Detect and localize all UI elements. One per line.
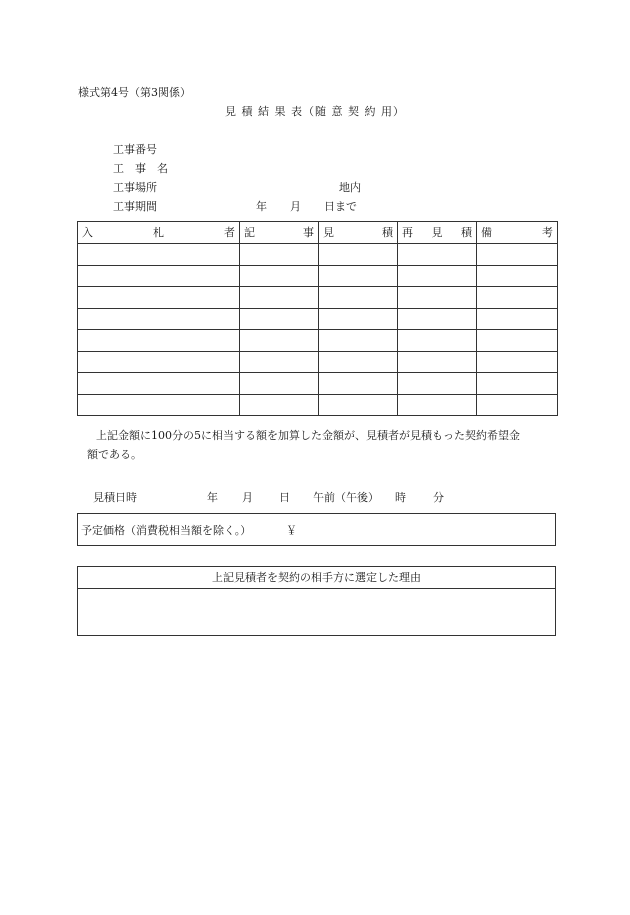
table-cell[interactable]: [477, 265, 558, 287]
table-cell[interactable]: [398, 244, 477, 266]
table-cell[interactable]: [319, 373, 398, 395]
note-line-2: 額である。: [87, 448, 142, 461]
table-cell[interactable]: [319, 308, 398, 330]
table-cell[interactable]: [240, 308, 319, 330]
header-bidder-char: 札: [153, 226, 164, 239]
label-construction-no: 工事番号: [113, 143, 157, 156]
table-row: [78, 287, 558, 309]
datetime-year: 年: [207, 491, 218, 504]
table-cell[interactable]: [398, 330, 477, 352]
table-cell[interactable]: [78, 330, 240, 352]
selection-reason-box: [77, 566, 556, 636]
header-remarks-char: 考: [542, 226, 553, 239]
datetime-minute: 分: [433, 491, 444, 504]
table-cell[interactable]: [78, 308, 240, 330]
estimate-datetime-label: 見積日時: [93, 491, 137, 504]
site-suffix: 地内: [339, 181, 361, 194]
header-notes-char: 記: [244, 226, 255, 239]
table-row: [78, 373, 558, 395]
table-row: [78, 308, 558, 330]
table-cell[interactable]: [398, 308, 477, 330]
header-bidder-char: 者: [224, 226, 235, 239]
period-until: 日まで: [324, 200, 357, 213]
bid-table: [77, 221, 558, 416]
table-cell[interactable]: [477, 287, 558, 309]
header-notes: [240, 222, 319, 244]
planned-price-label: 予定価格（消費税相当額を除く。）: [81, 524, 252, 537]
header-estimate-char: 見: [323, 226, 334, 239]
label-construction-site: 工事場所: [113, 181, 157, 194]
table-header-row: [78, 222, 558, 244]
note-line-1: 上記金額に100分の5に相当する額を加算した金額が、見積者が見積もった契約希望金: [96, 429, 520, 442]
table-cell[interactable]: [240, 330, 319, 352]
table-cell[interactable]: [398, 287, 477, 309]
table-row: [78, 394, 558, 416]
header-re-estimate-char: 積: [461, 226, 472, 239]
header-bidder-char: 入: [82, 226, 93, 239]
header-re-estimate: [398, 222, 477, 244]
table-cell[interactable]: [319, 330, 398, 352]
table-cell[interactable]: [319, 287, 398, 309]
table-cell[interactable]: [477, 373, 558, 395]
table-cell[interactable]: [477, 394, 558, 416]
table-cell[interactable]: [398, 394, 477, 416]
header-remarks-char: 備: [481, 226, 492, 239]
form-number: 様式第4号（第3関係）: [78, 86, 191, 99]
datetime-hour: 時: [395, 491, 406, 504]
header-estimate: [319, 222, 398, 244]
header-re-estimate-char: 再: [402, 226, 413, 239]
datetime-month: 月: [242, 491, 253, 504]
table-cell[interactable]: [78, 351, 240, 373]
table-cell[interactable]: [78, 394, 240, 416]
table-cell[interactable]: [319, 351, 398, 373]
table-cell[interactable]: [78, 373, 240, 395]
selection-reason-header: 上記見積者を契約の相手方に選定した理由: [78, 567, 555, 589]
header-re-estimate-char: 見: [431, 226, 443, 239]
table-cell[interactable]: [240, 244, 319, 266]
table-cell[interactable]: [240, 351, 319, 373]
table-cell[interactable]: [240, 394, 319, 416]
table-cell[interactable]: [477, 244, 558, 266]
datetime-day: 日: [279, 491, 290, 504]
table-cell[interactable]: [78, 265, 240, 287]
header-bidder: [78, 222, 240, 244]
document-title: 見 積 結 果 表（随 意 契 約 用）: [225, 105, 405, 118]
header-estimate-char: 積: [382, 226, 393, 239]
yen-symbol: ￥: [286, 524, 297, 537]
period-month: 月: [290, 200, 301, 213]
table-cell[interactable]: [319, 244, 398, 266]
header-remarks: [477, 222, 558, 244]
table-cell[interactable]: [78, 244, 240, 266]
header-notes-char: 事: [303, 226, 314, 239]
table-cell[interactable]: [240, 265, 319, 287]
datetime-ampm: 午前（午後）: [313, 491, 379, 504]
table-cell[interactable]: [319, 394, 398, 416]
table-cell[interactable]: [398, 351, 477, 373]
table-row: [78, 244, 558, 266]
table-cell[interactable]: [477, 351, 558, 373]
label-construction-name: 工 事 名: [113, 162, 168, 175]
period-year: 年: [256, 200, 267, 213]
table-row: [78, 265, 558, 287]
table-cell[interactable]: [78, 287, 240, 309]
table-row: [78, 330, 558, 352]
planned-price-box: [77, 513, 556, 546]
table-cell[interactable]: [240, 373, 319, 395]
label-construction-period: 工事期間: [113, 200, 157, 213]
table-cell[interactable]: [477, 330, 558, 352]
selection-reason-field[interactable]: [78, 589, 555, 636]
table-cell[interactable]: [398, 265, 477, 287]
table-row: [78, 351, 558, 373]
table-cell[interactable]: [477, 308, 558, 330]
table-cell[interactable]: [319, 265, 398, 287]
table-cell[interactable]: [398, 373, 477, 395]
table-cell[interactable]: [240, 287, 319, 309]
